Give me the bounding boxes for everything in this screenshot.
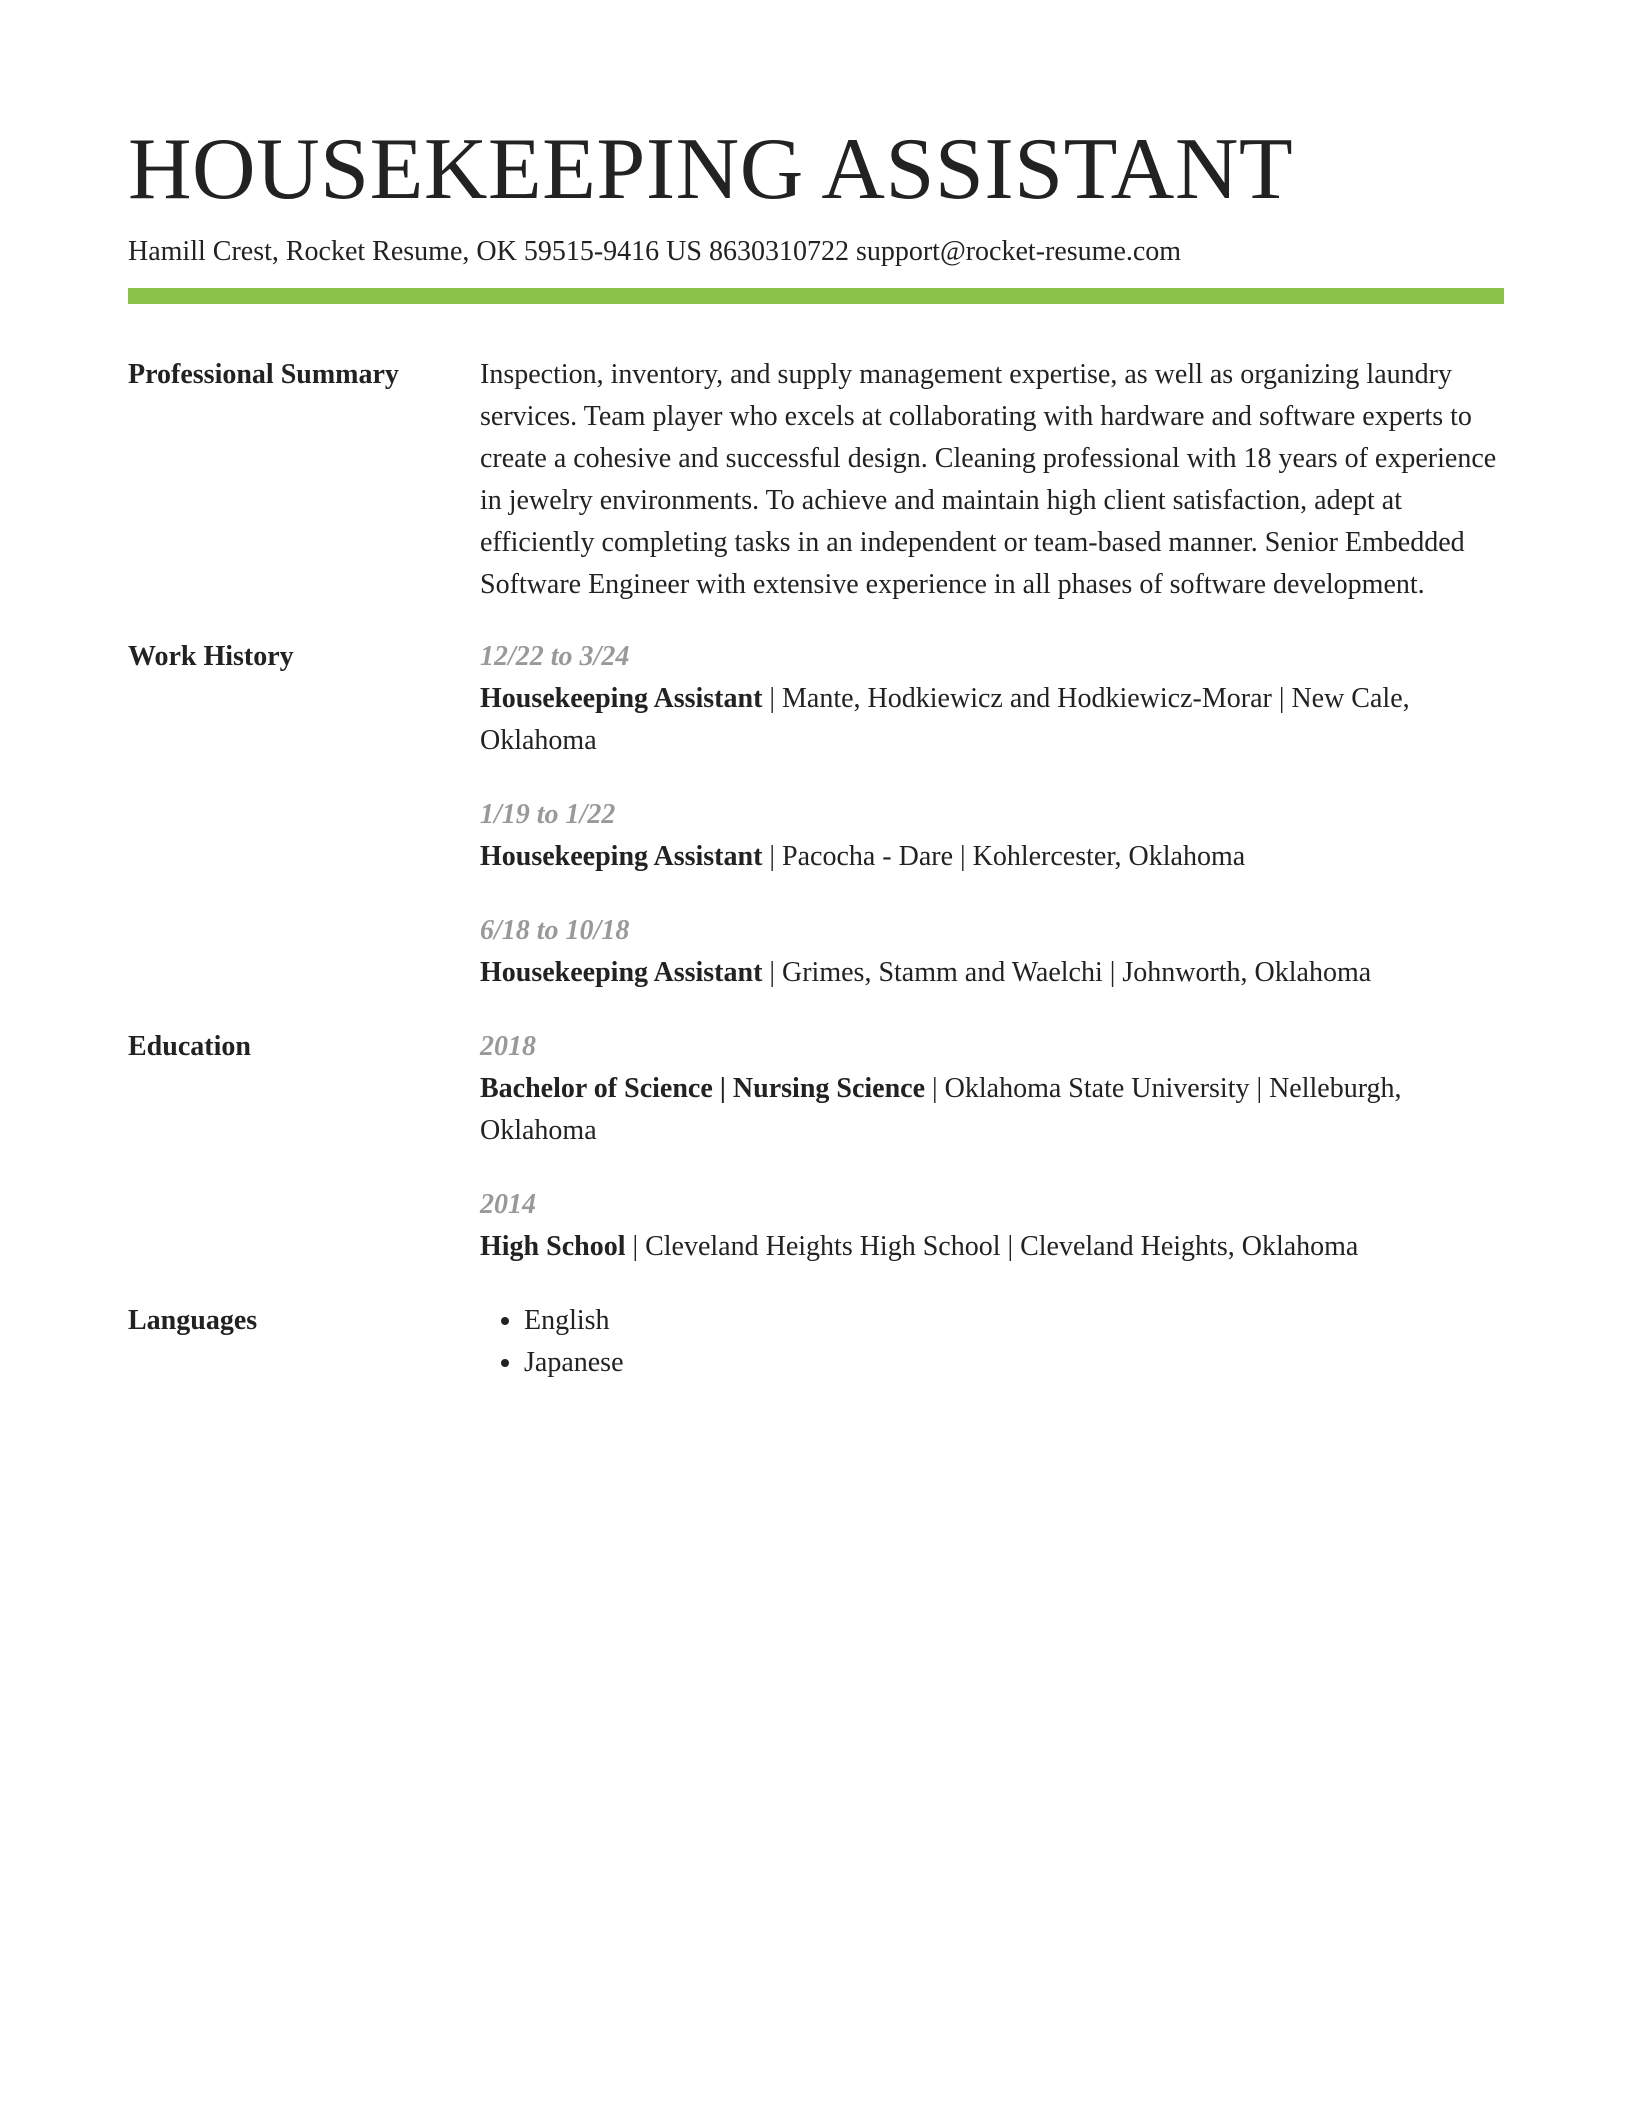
education-section	[128, 1026, 1504, 1268]
education-entry-year: 2014	[480, 1189, 536, 1220]
languages-section	[128, 1300, 1504, 1384]
education-entry	[480, 1026, 1504, 1152]
work-entry-dates: 1/19 to 1/22	[480, 799, 616, 830]
education-entry-degree: Bachelor of Science | Nursing Science	[480, 1073, 926, 1104]
work-history-body	[480, 636, 1504, 994]
work-entry-line	[480, 952, 1504, 994]
resume-page	[128, 118, 1504, 1384]
education-entry-details: | Cleveland Heights High School | Cleveland Heights, Oklahoma	[625, 1231, 1359, 1262]
education-entry-line	[480, 1226, 1504, 1268]
work-entry-line	[480, 678, 1504, 762]
education-body	[480, 1026, 1504, 1268]
languages-body	[480, 1300, 1504, 1384]
education-entry	[480, 1184, 1504, 1268]
languages-list	[480, 1300, 1504, 1384]
work-history-section	[128, 636, 1504, 994]
work-entry-title: Housekeeping Assistant	[480, 683, 763, 714]
resume-title: HOUSEKEEPING ASSISTANT	[128, 121, 1294, 218]
summary-section	[128, 354, 1504, 606]
education-entry-line	[480, 1068, 1504, 1152]
work-entry	[480, 794, 1504, 878]
work-entry	[480, 910, 1504, 994]
work-entry	[480, 636, 1504, 762]
work-entry-details: | Mante, Hodkiewicz and Hodkiewicz-Morar | New Cale, Oklahoma	[480, 683, 1410, 756]
work-entry-line	[480, 836, 1504, 878]
education-entry-details: | Oklahoma State University | Nelleburgh, Oklahoma	[480, 1073, 1402, 1146]
work-entry-details: | Pacocha - Dare | Kohlercester, Oklahoma	[762, 841, 1246, 872]
language-item: • English	[524, 1300, 1504, 1342]
summary-text: Inspection, inventory, and supply management expertise, as well as organizing laundry services. Team player who excels at collaborating with hardware and software experts to create a cohesive and successful design. Cleaning professional with 18 years of experience in jewelry environments. To achieve and maintain high client satisfaction, adept at efficiently completing tasks in an independent or team-based manner. Senior Embedded Software Engineer with extensive experience in all phases of software development.	[480, 359, 1497, 600]
work-entry-dates: 12/22 to 3/24	[480, 641, 630, 672]
work-entry-title: Housekeeping Assistant	[480, 957, 763, 988]
contact-line: Hamill Crest, Rocket Resume, OK 59515-9416 US 8630310722 support@rocket-resume.com	[128, 236, 1182, 267]
language-item: • Japanese	[524, 1342, 1504, 1384]
work-entry-details: | Grimes, Stamm and Waelchi | Johnworth, Oklahoma	[762, 957, 1372, 988]
languages-label: Languages	[128, 1305, 258, 1336]
work-entry-dates: 6/18 to 10/18	[480, 915, 630, 946]
summary-label: Professional Summary	[128, 359, 399, 390]
education-entry-degree: High School	[480, 1231, 626, 1262]
work-history-label: Work History	[128, 641, 294, 672]
header-divider	[128, 288, 1504, 304]
summary-body	[480, 354, 1504, 606]
education-label: Education	[128, 1031, 251, 1062]
work-entry-title: Housekeeping Assistant	[480, 841, 763, 872]
education-entry-year: 2018	[480, 1031, 536, 1062]
